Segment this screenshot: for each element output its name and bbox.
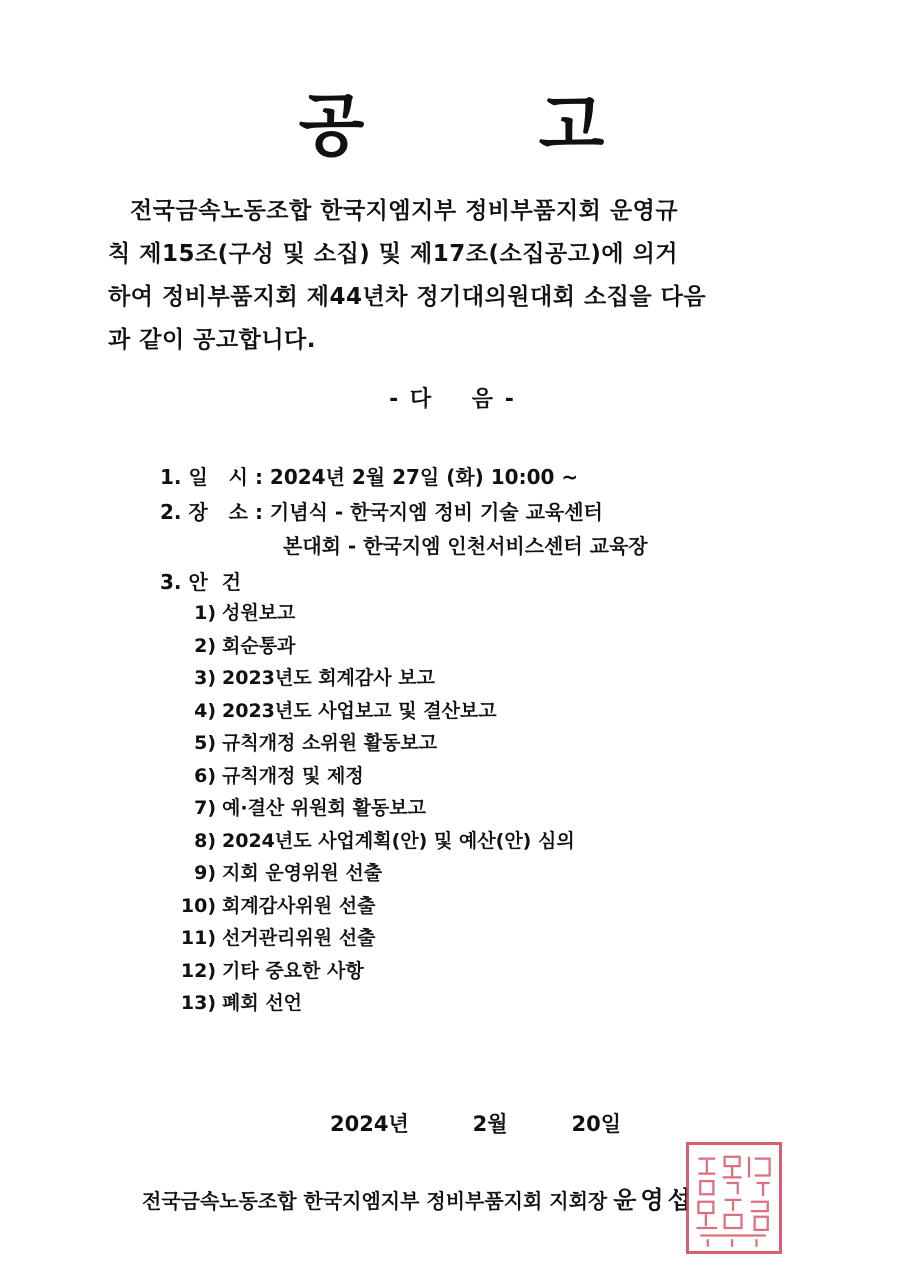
document-title xyxy=(0,72,905,169)
list-item: 4) 2023년도 사업보고 및 결산보고 xyxy=(194,699,497,722)
detail-datetime: 1. 일 시 : 2024년 2월 27일 (화) 10:00 ~ xyxy=(160,465,579,489)
title-char-1: 공 xyxy=(298,86,367,166)
intro-paragraph xyxy=(108,190,798,362)
notice-date: 2024년 2월 20일 xyxy=(330,1112,622,1136)
seal-pattern-icon xyxy=(689,1145,779,1251)
list-item: 9) 지회 운영위원 선출 xyxy=(194,862,383,884)
list-item: 7) 예·결산 위원회 활동보고 xyxy=(194,797,426,819)
list-item: 6) 규칙개정 및 제정 xyxy=(194,764,364,787)
list-item: 10) 회계감사위원 선출 xyxy=(180,894,376,917)
list-item: 8) 2024년도 사업계획(안) 및 예산(안) 심의 xyxy=(194,829,575,852)
intro-line-3: 하여 정비부품지회 제44년차 정기대의원대회 소집을 다음 xyxy=(108,284,707,310)
signer-name: 윤영섭 xyxy=(613,1186,695,1214)
detail-agenda-heading: 3. 안 건 xyxy=(160,570,242,594)
signer-line xyxy=(142,1180,695,1215)
detail-location-cont: 본대회 - 한국지엠 인천서비스센터 교육장 xyxy=(283,534,648,558)
title-char-2: 고 xyxy=(538,86,607,166)
list-item: 12) 기타 중요한 사항 xyxy=(180,959,364,982)
signer-org: 전국금속노동조합 한국지엠지부 정비부품지회 지회장 xyxy=(142,1189,608,1213)
list-item: 13) 폐회 선언 xyxy=(180,992,303,1014)
section-separator: - 다 음 - xyxy=(389,387,516,412)
detail-location: 2. 장 소 : 기념식 - 한국지엠 정비 기술 교육센터 xyxy=(160,500,603,524)
list-item: 2) 회순통과 xyxy=(194,634,296,657)
list-item: 3) 2023년도 회계감사 보고 xyxy=(194,667,435,689)
agenda-list xyxy=(172,598,575,1021)
intro-line-4: 과 같이 공고합니다. xyxy=(108,327,316,353)
list-item: 11) 선거관리위원 선출 xyxy=(180,927,376,949)
list-item: 1) 성원보고 xyxy=(194,602,296,624)
intro-line-1: 전국금속노동조합 한국지엠지부 정비부품지회 운영규 xyxy=(130,198,679,224)
official-seal-stamp xyxy=(686,1142,782,1254)
list-item: 5) 규칙개정 소위원 활동보고 xyxy=(194,732,438,754)
intro-line-2: 칙 제15조(구성 및 소집) 및 제17조(소집공고)에 의거 xyxy=(108,241,679,267)
